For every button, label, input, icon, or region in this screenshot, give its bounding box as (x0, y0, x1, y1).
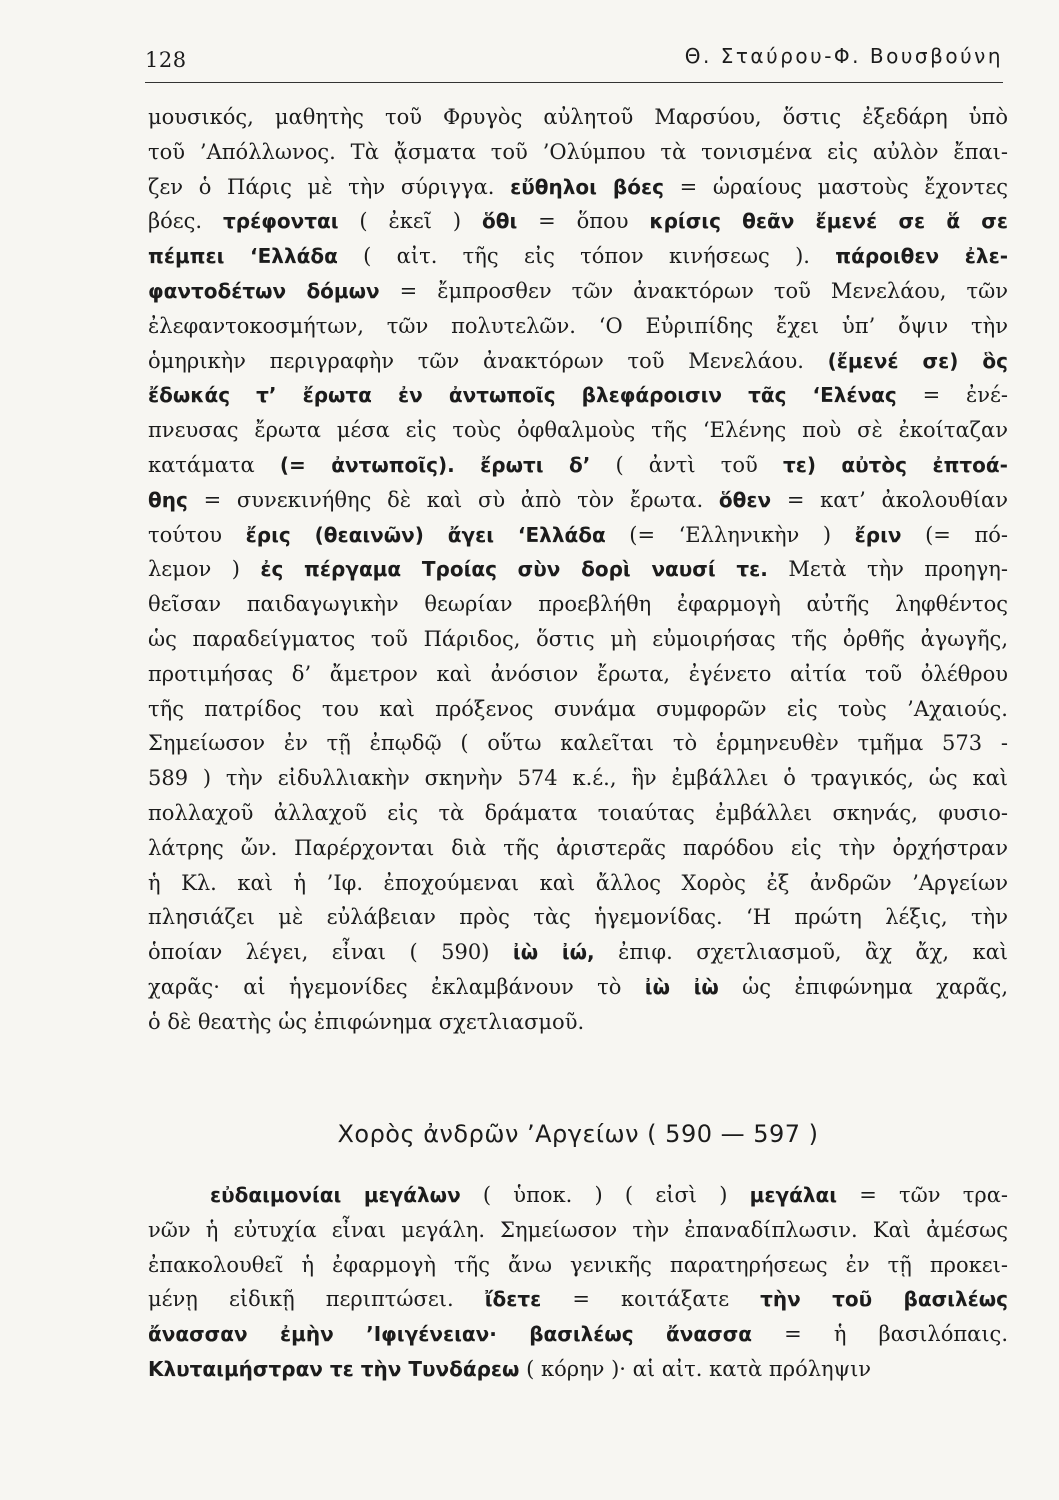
bold-lemma: ἴδετε (484, 1287, 542, 1312)
page-number: 128 (145, 48, 187, 72)
bold-lemma: τε) αὐτὸς ἐπτοά- (782, 452, 1008, 477)
text-line (148, 448, 1008, 483)
text-segment: πλησιάζει μὲ εὐλάβειαν πρὸς τὰς ἡγεμονίδας. ‘Η πρώτη λέξις, τὴν (148, 905, 1008, 930)
text-segment: = κατ’ ἀκολουθίαν (771, 487, 1008, 512)
page-header (145, 42, 1003, 83)
text-line (148, 935, 1008, 970)
text-line (148, 1352, 1008, 1387)
text-line (148, 552, 1008, 587)
text-segment: (= πό- (901, 522, 1008, 547)
text-segment: ( αἰτ. τῆς εἰς τόπον κινήσεως ). (337, 244, 836, 269)
text-segment: = ὡραίους μαστοὺς ἔχοντες (663, 174, 1008, 199)
text-line (148, 622, 1008, 657)
bold-lemma: τρέφονται (223, 209, 339, 234)
bold-lemma: πέμπει ‘Ελλάδα (148, 244, 338, 269)
text-line (148, 657, 1008, 692)
text-line (148, 900, 1008, 935)
bold-lemma: ἔδωκάς τ’ ἔρωτα ἐν ἀντωποῖς βλεφάροισιν τᾶς ‘Ελένας (148, 383, 897, 408)
text-line (148, 692, 1008, 727)
text-segment: χαρᾶς· αἱ ἡγεμονίδες ἐκλαμβάνουν τὸ (148, 974, 645, 999)
text-segment: = τῶν τρα- (837, 1183, 1008, 1207)
text-line (148, 970, 1008, 1005)
text-line (148, 1248, 1008, 1283)
text-segment: Σημείωσον ἐν τῇ ἐπῳδῷ ( οὕτω καλεῖται τὸ ἑρμηνευθὲν τμῆμα 573 - (148, 731, 1008, 756)
text-line (148, 274, 1008, 309)
paragraph-commentary (148, 100, 1008, 1040)
bold-lemma: Κλυταιμήστραν τε τὴν Τυνδάρεω (148, 1356, 520, 1381)
text-line (148, 413, 1008, 448)
text-segment: = κοιτάξατε (541, 1287, 761, 1312)
text-segment: τῆς πατρίδος του καὶ πρόξενος συνάμα συμφορῶν εἰς τοὺς ’Αχαιούς. (148, 696, 1008, 721)
text-segment: τοῦ ’Απόλλωνος. Τὰ ᾄσματα τοῦ ’Ολύμπου τὰ τονισμένα εἰς αὐλὸν ἔπαι- (148, 139, 1008, 164)
text-segment: ἐπακολουθεῖ ἡ ἐφαρμογὴ τῆς ἄνω γενικῆς παρατηρήσεως ἐν τῇ προκει- (148, 1252, 1008, 1277)
text-segment: = ὅπου (517, 209, 650, 234)
bold-lemma: ὅθεν (718, 487, 772, 512)
text-line (148, 309, 1008, 344)
text-segment: νῶν ἡ εὐτυχία εἶναι μεγάλη. Σημείωσον τὴν ἐπαναδίπλωσιν. Καὶ ἀμέσως (148, 1217, 1008, 1242)
bold-lemma: ἔριν (854, 522, 902, 547)
bold-lemma: (= ἀντωποῖς). ἔρωτι δ’ (279, 452, 591, 477)
text-segment: πολλαχοῦ ἀλλαχοῦ εἰς τὰ δράματα τοιαύτας ἐμβάλλει σκηνάς, φυσιο- (148, 800, 1008, 825)
bold-lemma: κρίσις θεᾶν ἔμενέ σε ἅ σε (649, 209, 1008, 234)
text-segment: Μετὰ τὴν προηγη- (767, 557, 1008, 582)
bold-lemma: ἔρις (θεαινῶν) ἄγει ‘Ελλάδα (245, 522, 606, 547)
text-line (148, 1317, 1008, 1352)
text-line (148, 1178, 1008, 1213)
text-line (148, 726, 1008, 761)
text-segment: λεμον ) (148, 557, 261, 582)
text-line (148, 100, 1008, 135)
bold-lemma: ἰὼ ἰὼ (644, 974, 719, 999)
bold-lemma: ἄνασσαν ἐμὴν ’Ιφιγένειαν· βασιλέως ἄνασσα (148, 1322, 753, 1347)
text-segment: = ἡ βασιλόπαις. (752, 1322, 1008, 1347)
section-heading: Χορὸς ἀνδρῶν ’Αργείων ( 590 — 597 ) (337, 1120, 819, 1148)
text-segment: λάτρης ὤν. Παρέρχονται διὰ τῆς ἀριστερᾶς παρόδου εἰς τὴν ὀρχήστραν (148, 835, 1008, 860)
text-line (148, 761, 1008, 796)
text-segment: τούτου (148, 522, 246, 547)
paragraph-chorus-commentary (148, 1178, 1008, 1387)
text-segment: κατάματα (148, 452, 280, 477)
bold-lemma: ὅθι (482, 209, 518, 234)
text-line (148, 483, 1008, 518)
text-segment: ὡς ἐπιφώνημα χαρᾶς, (718, 974, 1008, 999)
text-segment: (= ‘Ελληνικὴν ) (605, 522, 855, 547)
text-segment: ( κόρην )· αἱ αἰτ. κατὰ πρόληψιν (519, 1356, 872, 1381)
text-segment: ( ἀντὶ τοῦ (590, 452, 783, 477)
text-line (148, 239, 1008, 274)
text-segment: πνευσας ἔρωτα μέσα εἰς τοὺς ὀφθαλμοὺς τῆς ‘Ελένης ποὺ σὲ ἐκοίταζαν (148, 418, 1008, 443)
text-segment: ὁμηρικὴν περιγραφὴν τῶν ἀνακτόρων τοῦ Μενελάου. (148, 348, 828, 373)
bold-lemma: εὐδαιμονίαι μεγάλων (210, 1183, 461, 1207)
text-line (148, 135, 1008, 170)
text-line (148, 1005, 1008, 1040)
text-segment: βόες. (148, 209, 223, 234)
text-line (148, 378, 1008, 413)
text-segment: = ἐνέ- (896, 383, 1008, 408)
text-segment: ὁποίαν λέγει, εἶναι ( 590) (148, 940, 513, 965)
text-line (148, 796, 1008, 831)
bold-lemma: (ἔμενέ σε) ὃς (827, 348, 1008, 373)
text-line (148, 831, 1008, 866)
running-head: Θ. Σταύρου-Φ. Βουσβούνη (684, 44, 1003, 68)
text-line (148, 1213, 1008, 1248)
text-segment: = ἔμπροσθεν τῶν ἀνακτόρων τοῦ Μενελάου, τῶν (379, 278, 1008, 303)
text-segment: ζεν ὁ Πάρις μὲ τὴν σύριγγα. (148, 174, 511, 199)
text-segment: ὁ δὲ θεατὴς ὡς ἐπιφώνημα σχετλιασμοῦ. (148, 1009, 585, 1034)
text-segment: θεῖσαν παιδαγωγικὴν θεωρίαν προεβλήθη ἐφαρμογὴ αὐτῆς ληφθέντος (148, 592, 1008, 617)
text-segment: ἐπιφ. σχετλιασμοῦ, ἂχ ἄχ, καὶ (594, 940, 1008, 965)
text-line (148, 1282, 1008, 1317)
bold-lemma: ἰὼ ἰώ, (512, 940, 595, 965)
bold-lemma: ἐς πέργαμα Τροίας σὺν δορὶ ναυσί τε. (260, 557, 768, 582)
text-segment: ὡς παραδείγματος τοῦ Πάριδος, ὅστις μὴ εὐμοιρήσας τῆς ὀρθῆς ἀγωγῆς, (148, 626, 1008, 651)
text-segment: ἡ Κλ. καὶ ἡ ’Ιφ. ἐποχούμεναι καὶ ἄλλος Χορὸς ἐξ ἀνδρῶν ’Αργείων (148, 870, 1008, 895)
bold-lemma: φαντοδέτων δόμων (148, 278, 380, 303)
bold-lemma: τὴν τοῦ βασιλέως (760, 1287, 1008, 1312)
bold-lemma: εὔθηλοι βόες (510, 174, 664, 199)
text-segment: προτιμήσας δ’ ἄμετρον καὶ ἀνόσιον ἔρωτα, ἐγένετο αἰτία τοῦ ὀλέθρου (148, 661, 1008, 686)
bold-lemma: θης (148, 487, 188, 512)
bold-lemma: πάροιθεν ἐλε- (835, 244, 1008, 269)
text-line (148, 518, 1008, 553)
text-segment: ἐλεφαντοκοσμήτων, τῶν πολυτελῶν. ‘Ο Εὐριπίδης ἔχει ὑπ’ ὄψιν τὴν (148, 313, 1008, 338)
text-line (148, 344, 1008, 379)
text-segment: ( ὑποκ. ) ( εἰσὶ ) (460, 1183, 750, 1207)
text-segment: 589 ) τὴν εἰδυλλιακὴν σκηνὴν 574 κ.έ., ἣν ἐμβάλλει ὁ τραγικός, ὡς καὶ (148, 766, 1008, 791)
text-segment: ( ἐκεῖ ) (338, 209, 482, 234)
text-segment: μένῃ εἰδικῇ περιπτώσει. (148, 1287, 485, 1312)
text-segment: μουσικός, μαθητὴς τοῦ Φρυγὸς αὐλητοῦ Μαρσύου, ὅστις ἐξεδάρη ὑπὸ (148, 105, 1008, 129)
text-line (148, 204, 1008, 239)
text-line (148, 587, 1008, 622)
bold-lemma: μεγάλαι (749, 1183, 838, 1207)
text-line (148, 170, 1008, 205)
text-line (148, 866, 1008, 901)
text-segment: = συνεκινήθης δὲ καὶ σὺ ἀπὸ τὸν ἔρωτα. (187, 487, 719, 512)
